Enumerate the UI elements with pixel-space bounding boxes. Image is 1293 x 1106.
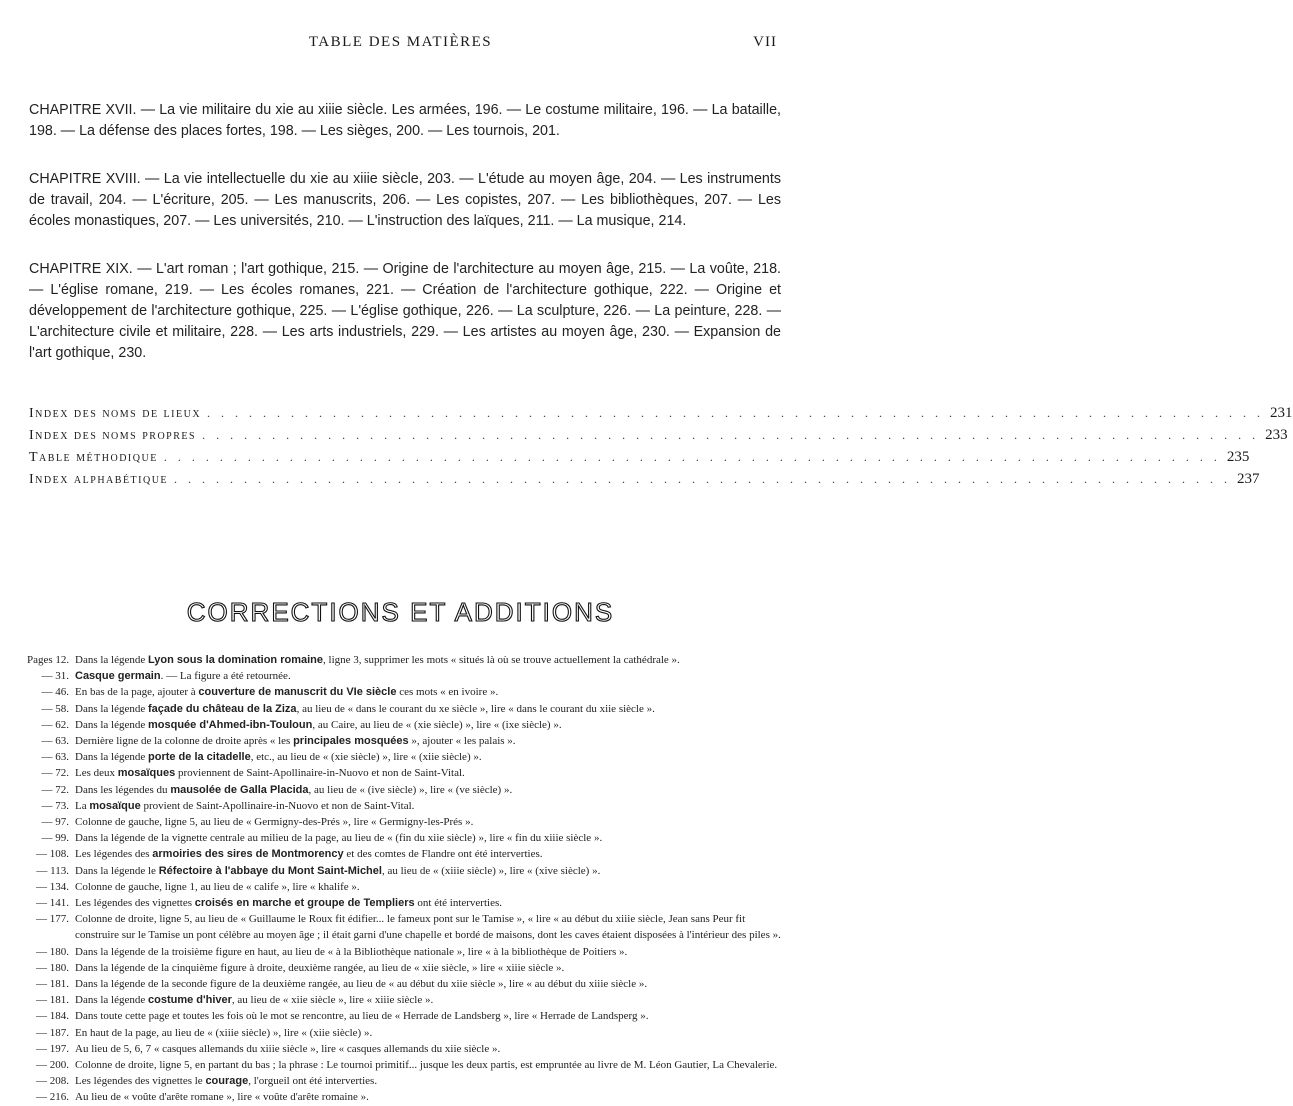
correction-text — [75, 846, 785, 862]
correction-caption-title: porte de la citadelle — [148, 751, 251, 764]
correction-entry — [27, 830, 785, 846]
correction-caption-title: courage — [205, 1075, 249, 1088]
correction-page-ref: — 108. — [36, 848, 69, 861]
correction-text-post: », ajouter « les palais ». — [408, 735, 516, 748]
correction-entry — [27, 717, 785, 733]
correction-page-ref: — 216. — [36, 1091, 69, 1104]
chapter-entry: CHAPITRE XVIII. — La vie intellectuelle du xie au xiiie siècle, 203. — L'étude au moyen âge, 204. — Les instruments de travail, 204. — L'écriture, 205. — Les manuscrits, 206. — Les copistes, 207. — Les bibliothèques, 207. — Les écoles monastiques, 207. — Les universités, 210. — L'instruction des laïques, 211. — La musique, 214. — [29, 171, 781, 229]
index-label: Table méthodique — [29, 450, 158, 465]
correction-text-post: , etc., au lieu de « (xie siècle) », lire « (xiie siècle) ». — [250, 751, 482, 764]
correction-page-ref: — 187. — [36, 1026, 69, 1039]
correction-text-pre: Les deux — [75, 767, 118, 780]
correction-text-post: proviennent de Saint-Apollinaire-in-Nuovo et non de Saint-Vital. — [175, 767, 465, 780]
correction-entry — [27, 976, 785, 992]
correction-entry — [27, 701, 785, 717]
correction-text-pre: En haut de la page, au lieu de « (xiiie siècle) », lire « (xiie siècle) ». — [75, 1026, 373, 1039]
index-label: Index des noms propres — [29, 428, 197, 443]
correction-page-ref: — 72. — [41, 767, 69, 780]
correction-text-pre: Au lieu de 5, 6, 7 « casques allemands du xiiie siècle », lire « casques allemands du xiie siècle ». — [75, 1042, 501, 1055]
correction-text-post: ont été interverties. — [414, 897, 502, 910]
correction-caption-title: Réfectoire à l'abbaye du Mont Saint-Michel — [158, 864, 382, 877]
correction-page-ref: — 63. — [41, 735, 69, 748]
correction-text-post: , l'orgueil ont été interverties. — [248, 1075, 378, 1088]
correction-page-ref: — 141. — [36, 897, 69, 910]
correction-text — [75, 830, 785, 846]
leader-dots: . . . . . . . . . . . . . . . . . . . . . . . . . . . . . . . . . . . . . . . . . . . . . . . . . . . . . . . . . . . . . . . . . . . . . . . . . . . . — [174, 472, 1232, 486]
correction-page-ref: — 200. — [36, 1059, 69, 1072]
correction-text-pre: Dans la légende de la troisième figure en haut, au lieu de « à la Bibliothèque nationale », lire « à la bibliothèque de Poitiers ». — [75, 945, 628, 958]
correction-entry — [27, 1008, 785, 1024]
correction-page-ref: — 184. — [36, 1010, 69, 1023]
correction-caption-title: Casque germain — [75, 670, 161, 683]
correction-entry — [27, 846, 785, 862]
correction-text-pre: Dans la légende de la seconde figure de la deuxième rangée, au lieu de « au début du xiie siècle », lire « au début du xiiie siècle ». — [75, 978, 648, 991]
correction-text — [75, 944, 785, 960]
correction-entry — [27, 895, 785, 911]
correction-caption-title: mosquée d'Ahmed-ibn-Touloun — [148, 718, 313, 731]
correction-text-pre: Au lieu de « voûte d'arête romane », lire « voûte d'arête romaine ». — [75, 1091, 369, 1104]
correction-entry — [27, 684, 785, 700]
correction-page-ref: — 181. — [36, 994, 69, 1007]
correction-text-pre: Les légendes des vignettes le — [75, 1075, 206, 1088]
correction-caption-title: principales mosquées — [293, 735, 409, 748]
correction-entry — [27, 668, 785, 684]
correction-entry — [27, 1089, 785, 1105]
correction-text — [75, 992, 785, 1008]
correction-text-post: ces mots « en ivoire ». — [396, 686, 499, 699]
correction-text — [75, 879, 785, 895]
correction-page-ref: — 134. — [36, 880, 69, 893]
correction-text-pre: Dans la légende de la cinquième figure à droite, deuxième rangée, au lieu de « xiie siècle, » lire « xiiie siècle ». — [75, 961, 565, 974]
chapter-list — [29, 100, 781, 391]
correction-text-pre: Colonne de droite, ligne 5, au lieu de « Guillaume le Roux fit édifier... le fameux pont sur le Tamise », « lire « au début du xiiie siècle, Jean sans Peur fit construire sur le Tamise un pont célèbre au moyen âge ; il était garni d'une chapelle et bordé de maisons, dont les caves étaient disposées à l'intérieur des piles ». — [75, 913, 781, 942]
correction-text — [75, 798, 785, 814]
correction-text — [75, 1089, 785, 1105]
chapter-entry: CHAPITRE XVII. — La vie militaire du xie au xiiie siècle. Les armées, 196. — Le costume militaire, 196. — La bataille, 198. — La défense des places fortes, 198. — Les sièges, 200. — Les tournois, 201. — [29, 102, 781, 139]
correction-text-pre: Les légendes des vignettes — [75, 897, 195, 910]
correction-text-pre: Dans la légende — [75, 718, 148, 731]
correction-page-ref: — 31. — [41, 670, 69, 683]
correction-text-pre: Colonne de droite, ligne 5, en partant du bas ; la phrase : Le tournoi primitif... jusque les deux partis, est empruntée au livre de M. Léon Gautier, La Chevalerie. — [75, 1059, 778, 1072]
corrections-title: CORRECTIONS ET ADDITIONS — [186, 597, 615, 627]
corrections-list — [27, 652, 785, 1106]
index-label: Index des noms de lieux — [29, 406, 202, 421]
running-head: TABLE DES MATIÈRES — [308, 34, 493, 50]
correction-entry — [27, 652, 785, 668]
correction-text — [75, 1041, 785, 1057]
correction-entry — [27, 733, 785, 749]
correction-text — [75, 733, 785, 749]
correction-text — [75, 652, 785, 668]
correction-caption-title: façade du château de la Ziza — [148, 702, 297, 715]
correction-page-ref: — 62. — [41, 718, 69, 731]
correction-page-ref: — 197. — [36, 1042, 69, 1055]
correction-text — [75, 765, 785, 781]
correction-text — [75, 684, 785, 700]
correction-page-ref: — 72. — [41, 783, 69, 796]
correction-text-pre: Colonne de gauche, ligne 1, au lieu de « calife », lire « khalife ». — [75, 880, 360, 893]
correction-entry — [27, 911, 785, 943]
correction-page-ref: — 63. — [41, 751, 69, 764]
correction-text — [75, 701, 785, 717]
correction-text-pre: Dans la légende — [75, 994, 148, 1007]
correction-page-ref: — 177. — [36, 913, 69, 926]
leader-dots: . . . . . . . . . . . . . . . . . . . . . . . . . . . . . . . . . . . . . . . . . . . . . . . . . . . . . . . . . . . . . . . . . . . . . . . . . . . . — [207, 406, 1265, 420]
correction-text — [75, 814, 785, 830]
correction-caption-title: mausolée de Galla Placida — [170, 783, 309, 796]
correction-entry — [27, 944, 785, 960]
correction-page-ref: — 180. — [36, 945, 69, 958]
correction-entry — [27, 992, 785, 1008]
correction-text — [75, 1008, 785, 1024]
correction-text-pre: Dans la légende — [75, 654, 148, 666]
correction-entry — [27, 782, 785, 798]
index-label: Index alphabétique — [29, 472, 169, 487]
correction-text — [75, 895, 785, 911]
correction-entry — [27, 765, 785, 781]
index-page: 235 — [1226, 449, 1250, 465]
correction-text-pre: Dans la légende le — [75, 864, 159, 877]
index-entry — [29, 471, 1260, 493]
correction-text — [75, 1073, 785, 1089]
correction-entry — [27, 749, 785, 765]
correction-caption-title: mosaïque — [89, 799, 141, 812]
correction-text — [75, 976, 785, 992]
index-page: 233 — [1265, 427, 1288, 443]
leader-dots: . . . . . . . . . . . . . . . . . . . . . . . . . . . . . . . . . . . . . . . . . . . . . . . . . . . . . . . . . . . . . . . . . . . . . . . . . . . . — [163, 450, 1221, 464]
correction-text — [75, 717, 785, 733]
correction-caption-title: croisés en marche et groupe de Templiers — [194, 897, 415, 910]
leader-dots: . . . . . . . . . . . . . . . . . . . . . . . . . . . . . . . . . . . . . . . . . . . . . . . . . . . . . . . . . . . . . . . . . . . . . . . . . . . . — [202, 428, 1260, 442]
correction-caption-title: costume d'hiver — [148, 994, 232, 1007]
index-page: 237 — [1237, 471, 1260, 487]
correction-text — [75, 1057, 785, 1073]
index-entry — [29, 405, 1293, 427]
correction-text — [75, 782, 785, 798]
correction-page-ref: — 46. — [41, 686, 69, 699]
correction-page-ref: — 181. — [36, 978, 69, 991]
correction-text-post: , ligne 3, supprimer les mots « situés là où se trouve actuellement la cathédrale ». — [323, 654, 680, 666]
chapter-entry: CHAPITRE XIX. — L'art roman ; l'art gothique, 215. — Origine de l'architecture au moyen âge, 215. — La voûte, 218. — L'église romane, 219. — Les écoles romanes, 221. — Création de l'architecture gothique, 222. — Origine et développement de l'architecture gothique, 225. — L'église gothique, 226. — La sculpture, 226. — La peinture, 228. — L'architecture civile et militaire, 228. — Les arts industriels, 229. — Les artistes au moyen âge, 230. — Expansion de l'art gothique, 230. — [29, 261, 781, 361]
correction-text-post: , au Caire, au lieu de « (xie siècle) », lire « (ixe siècle) ». — [312, 718, 562, 731]
correction-text — [75, 749, 785, 765]
correction-entry — [27, 879, 785, 895]
correction-text — [75, 911, 785, 943]
correction-text — [75, 863, 785, 879]
correction-text-post: , au lieu de « dans le courant du xe siècle », lire « dans le courant du xiie siècle ». — [296, 702, 655, 715]
correction-text-pre: La — [75, 799, 90, 812]
correction-caption-title: mosaïques — [117, 767, 176, 780]
correction-page-ref: — 208. — [36, 1075, 69, 1088]
correction-text-pre: Dans la légende — [75, 702, 148, 715]
correction-page-ref: — 58. — [41, 702, 69, 715]
correction-text-pre: Dans les légendes du — [75, 783, 171, 796]
page-number: VII — [753, 34, 777, 50]
correction-page-ref: — 99. — [41, 832, 69, 845]
correction-text-pre: Dans la légende — [75, 751, 148, 764]
correction-caption-title: couverture de manuscrit du VIe siècle — [198, 686, 397, 699]
correction-text-post: provient de Saint-Apollinaire-in-Nuovo et non de Saint-Vital. — [140, 799, 415, 812]
correction-text-post: , au lieu de « xiie siècle », lire « xiiie siècle ». — [231, 994, 434, 1007]
correction-caption-title: Lyon sous la domination romaine — [148, 654, 324, 666]
correction-text-pre: Colonne de gauche, ligne 5, au lieu de « Germigny-des-Prés », lire « Germigny-les-Prés ». — [75, 816, 474, 829]
correction-text-pre: Dans la légende de la vignette centrale au milieu de la page, au lieu de « (fin du xiie siècle) », lire « fin du xiiie siècle ». — [75, 832, 603, 845]
correction-page-ref: — 73. — [41, 799, 69, 812]
correction-text-pre: Les légendes des — [75, 848, 153, 861]
correction-page-ref: — 97. — [41, 816, 69, 829]
correction-entry — [27, 1041, 785, 1057]
correction-caption-title: armoiries des sires de Montmorency — [152, 848, 344, 861]
correction-text-pre: Dans toute cette page et toutes les fois où le mot se rencontre, au lieu de « Herrade de Landsberg », lire « Herrade de Landsperg ». — [75, 1010, 649, 1023]
correction-page-ref: — 180. — [36, 961, 69, 974]
index-entry — [29, 449, 1250, 471]
index-page: 231 — [1270, 405, 1293, 421]
correction-entry — [27, 1057, 785, 1073]
correction-entry — [27, 1073, 785, 1089]
index-list — [29, 405, 1293, 493]
correction-entry — [27, 798, 785, 814]
correction-entry — [27, 863, 785, 879]
correction-text-post: , au lieu de « (xiiie siècle) », lire « (xive siècle) ». — [381, 864, 601, 877]
correction-text-pre: Dernière ligne de la colonne de droite après « les — [75, 735, 294, 748]
correction-text-post: , au lieu de « (ive siècle) », lire « (ve siècle) ». — [308, 783, 513, 796]
correction-text-post: et des comtes de Flandre ont été interverties. — [343, 848, 543, 861]
correction-page-ref: — 113. — [36, 864, 69, 877]
correction-page-ref: Pages 12. — [27, 654, 70, 666]
correction-entry — [27, 814, 785, 830]
correction-text — [75, 668, 785, 684]
correction-entry — [27, 1025, 785, 1041]
correction-text — [75, 1025, 785, 1041]
correction-entry — [27, 960, 785, 976]
index-entry — [29, 427, 1288, 449]
correction-text-pre: En bas de la page, ajouter à — [75, 686, 199, 699]
correction-text-post: . — La figure a été retournée. — [160, 670, 291, 683]
correction-text — [75, 960, 785, 976]
